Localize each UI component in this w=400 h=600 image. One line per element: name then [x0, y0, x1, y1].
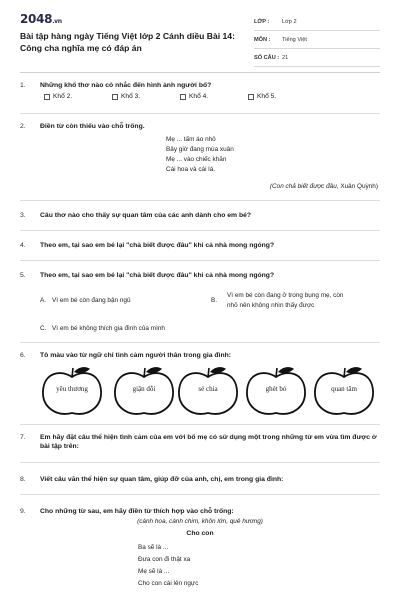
option-letter: A.: [40, 297, 47, 304]
checkbox-icon[interactable]: [248, 94, 254, 100]
option-label: Khổ 4.: [189, 93, 209, 100]
question-text: Viết câu văn thể hiện sự quan tâm, giúp đỡ của anh, chị, em trong gia đình:: [40, 476, 284, 483]
question-text: Theo em, tại sao em bé lại "chả biết được đâu" khi cả nhà mong ngóng?: [40, 242, 275, 249]
poem-citation: [270, 183, 378, 190]
q5-option-b[interactable]: [211, 291, 381, 311]
question-text: Tô màu vào từ ngữ chỉ tình cảm người thân trong gia đình:: [40, 352, 232, 359]
question-number: 2.: [20, 123, 26, 130]
divider: [20, 494, 380, 495]
q2-poem: [166, 135, 234, 175]
poem-line: Ba sẽ là ...: [138, 544, 169, 551]
q5-option-c[interactable]: [40, 324, 240, 334]
divider: [20, 260, 380, 261]
logo-text: 2048: [20, 12, 53, 26]
option-text-line: Vì em bé còn đang ở trong bụng mẹ, còn: [227, 292, 344, 299]
question-text: Theo em, tại sao em bé lại "chả biết được đâu" khi cả nhà mong ngóng?: [40, 272, 275, 279]
poem-line: Cho con cài lên ngực: [138, 580, 199, 587]
divider: [20, 113, 380, 114]
checkbox-icon[interactable]: [112, 94, 118, 100]
question-number: 3.: [20, 212, 26, 219]
meta-value: Tiếng Việt: [282, 36, 307, 43]
q5-option-a[interactable]: [40, 296, 200, 306]
question-text: Câu thơ nào cho thấy sự quan tâm của các anh dành cho em bé?: [40, 212, 252, 219]
meta-label: LỚP :: [254, 18, 270, 25]
divider: [20, 230, 380, 231]
apple-word: sẻ chia: [198, 385, 218, 393]
question-number: 1.: [20, 82, 26, 89]
question-text: Cho những từ sau, em hãy điền từ thích hợp vào chỗ trống:: [40, 508, 234, 515]
meta-row-class: [254, 13, 380, 31]
option-label: Khổ 2.: [53, 93, 73, 100]
question-number: 7.: [20, 434, 26, 441]
option-text-line: nhỏ nên không nhìn thấy được: [227, 302, 315, 309]
question-text: Em hãy đặt câu thể hiện tình cảm của em với bố mẹ có sử dụng một trong những từ em vừa tìm được ở bài tập trên:: [40, 434, 377, 450]
page-title: Bài tập hàng ngày Tiếng Việt lớp 2 Cánh diều Bài 14: Công cha nghĩa mẹ có đáp án: [20, 31, 235, 53]
meta-label: SỐ CÂU :: [254, 54, 280, 61]
divider: [20, 200, 380, 201]
question-text: Những khổ thơ nào có nhắc đến hình ảnh người bố?: [40, 82, 212, 89]
meta-value: Lớp 2: [282, 18, 297, 25]
apple-word-shape[interactable]: [312, 365, 376, 417]
q1-option[interactable]: [180, 93, 248, 100]
q9-poem: [138, 542, 198, 590]
q1-option[interactable]: [248, 93, 316, 100]
option-label: Khổ 5.: [257, 93, 277, 100]
poem-line: Mẹ sẽ là ...: [138, 568, 170, 575]
divider: [20, 342, 380, 343]
citation-title: (Con chả biết được đâu: [269, 183, 337, 190]
question-number: 9.: [20, 508, 26, 515]
option-letter: B.: [211, 297, 218, 304]
option-text: Vì em bé không thích gia đình của mình: [52, 325, 165, 332]
header-divider: [20, 72, 380, 73]
poem-line: Cái hoa và cái lá.: [166, 166, 216, 173]
apple-word: quan tâm: [331, 385, 357, 393]
apple-word-shape[interactable]: [112, 365, 176, 417]
option-text: Vì em bé còn đang bận ngủ: [52, 297, 131, 304]
word-bank: (cánh hoa, cánh chim, khôn lớn, quê hương): [137, 518, 263, 525]
apple-word: ghét bỏ: [265, 385, 287, 393]
meta-row-subject: [254, 31, 380, 49]
q1-option[interactable]: [112, 93, 180, 100]
question-text: Điền từ còn thiếu vào chỗ trống.: [40, 123, 145, 130]
option-label: Khổ 3.: [121, 93, 141, 100]
question-number: 6.: [20, 352, 26, 359]
checkbox-icon[interactable]: [180, 94, 186, 100]
meta-row-count: [254, 49, 380, 67]
poem-line: Bây giờ đang mùa xuân: [166, 146, 234, 153]
question-number: 4.: [20, 242, 26, 249]
poem-line: Mẹ ... vào chiếc khăn: [166, 156, 227, 163]
apple-word: giận dỗi: [132, 385, 156, 393]
poem-title: Cho con: [186, 530, 214, 537]
apple-word-shape[interactable]: [176, 365, 240, 417]
poem-line: Mẹ ... tấm áo nhỏ: [166, 136, 216, 143]
option-letter: C.: [40, 325, 47, 332]
question-number: 5.: [20, 272, 26, 279]
divider: [20, 424, 380, 425]
checkbox-icon[interactable]: [44, 94, 50, 100]
q1-options: [44, 93, 344, 100]
meta-value: 21: [282, 54, 289, 61]
divider: [20, 462, 380, 463]
meta-label: MÔN :: [254, 36, 271, 43]
site-logo[interactable]: [20, 12, 62, 26]
apple-word-shape[interactable]: [40, 365, 104, 417]
apple-word-shape[interactable]: [244, 365, 308, 417]
q1-option[interactable]: [44, 93, 112, 100]
citation-author: , Xuân Quỳnh): [336, 183, 378, 190]
poem-line: Đưa con đi thật xa: [138, 556, 191, 563]
meta-table: [254, 13, 380, 67]
apple-word: yêu thương: [56, 385, 88, 393]
logo-tld: .vn: [52, 18, 62, 25]
question-number: 8.: [20, 476, 26, 483]
